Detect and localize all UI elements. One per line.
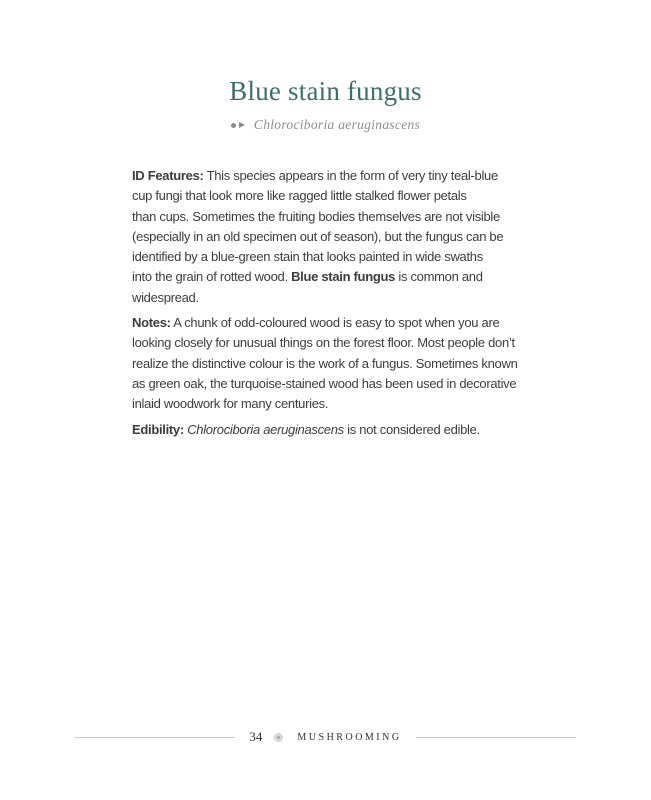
text-line xyxy=(132,333,542,353)
text-run: widespread. xyxy=(132,289,199,305)
text-run: This species appears in the form of very tiny teal-blue xyxy=(203,168,498,183)
paragraph xyxy=(132,166,542,308)
bold-run: Edibility: xyxy=(132,421,184,437)
text-line xyxy=(132,313,542,333)
title-block xyxy=(0,74,651,108)
page-title: Blue stain fungus xyxy=(229,76,422,106)
text-line xyxy=(132,374,542,394)
text-line xyxy=(132,354,542,374)
text-run: A chunk of odd-coloured wood is easy to spot when you are xyxy=(170,315,500,331)
page-footer xyxy=(0,729,651,745)
bold-run: Blue stain fungus xyxy=(291,269,396,285)
text-line xyxy=(132,207,542,227)
text-run: realize the distinctive colour is the work of a fungus. Sometimes known xyxy=(132,355,518,371)
dot-arrow-icon xyxy=(231,122,245,128)
paragraph xyxy=(132,313,542,414)
text-run: is not considered edible. xyxy=(343,421,480,437)
text-line xyxy=(132,267,542,287)
subtitle-block xyxy=(0,115,651,135)
flower-dot-center xyxy=(277,736,280,739)
text-run: cup fungi that look more like ragged little stalked flower petals xyxy=(132,188,467,204)
text-line xyxy=(132,227,542,247)
text-run: is common and xyxy=(395,269,483,285)
paragraph xyxy=(132,420,542,440)
text-line xyxy=(132,394,542,414)
page-number: 34 xyxy=(249,729,263,744)
text-run: than cups. Sometimes the fruiting bodies themselves are not visible xyxy=(132,208,500,224)
text-run: as green oak, the turquoise-stained wood has been used in decorative xyxy=(132,375,517,391)
text-line xyxy=(132,166,542,186)
text-line xyxy=(132,186,542,206)
text-line xyxy=(132,247,542,267)
text-line xyxy=(132,288,542,308)
italic-run: Chlorociboria aeruginascens xyxy=(187,421,344,437)
species-name: Chlorociboria aeruginascens xyxy=(253,117,421,132)
text-run: looking closely for unusual things on the forest floor. Most people don’t xyxy=(132,335,515,351)
text-run: (especially in an old specimen out of season), but the fungus can be xyxy=(132,228,504,244)
bold-run: ID Features: xyxy=(132,168,204,183)
text-run: identified by a blue-green stain that looks painted in wide swaths xyxy=(132,249,483,265)
footer-rule-right xyxy=(416,737,576,738)
arrowhead-icon xyxy=(239,122,245,128)
bold-run: Notes: xyxy=(132,315,171,331)
body-text xyxy=(132,166,542,445)
book-title: MUSHROOMING xyxy=(297,731,402,743)
footer-rule-left xyxy=(75,737,235,738)
flower-dot-icon xyxy=(274,733,283,742)
text-run: into the grain of rotted wood. xyxy=(132,269,292,285)
text-run: inlaid woodwork for many centuries. xyxy=(132,396,329,412)
text-line xyxy=(132,420,542,440)
dot-icon xyxy=(231,123,236,128)
